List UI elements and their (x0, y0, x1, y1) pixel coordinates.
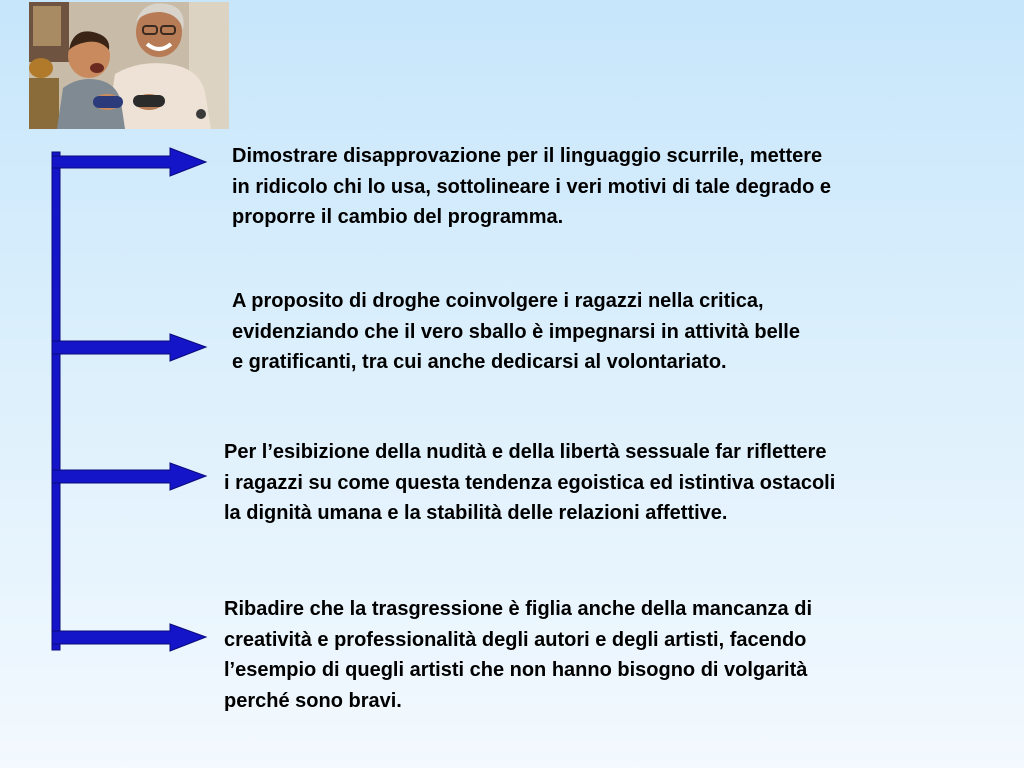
arrow-icon (52, 624, 206, 651)
arrow-icon (52, 463, 206, 490)
text-line: Dimostrare disapprovazione per il linguaggio scurrile, mettere (232, 145, 823, 167)
text-line: proporre il cambio del programma. (232, 206, 564, 228)
text-line: e gratificanti, tra cui anche dedicarsi al volontariato. (232, 351, 727, 373)
text-line: i ragazzi su come questa tendenza egoistica ed istintiva ostacoli (224, 471, 836, 494)
text-line: l’esempio di quegli artisti che non hanno bisogno di volgarità (224, 659, 808, 681)
point-2-text (232, 286, 800, 378)
vertical-bar (52, 152, 60, 650)
point-3-text (224, 437, 835, 529)
text-line: la dignità umana e la stabilità delle relazioni affettive. (224, 502, 728, 524)
text-line: Per l’esibizione della nudità e della libertà sessuale far riflettere (224, 441, 827, 463)
text-line: A proposito di droghe coinvolgere i ragazzi nella critica, (232, 290, 764, 312)
point-4-text (224, 594, 812, 716)
text-line: Ribadire che la trasgressione è figlia anche della mancanza di (224, 598, 812, 620)
arrow-icon (52, 148, 206, 176)
text-line: perché sono bravi. (224, 689, 402, 712)
text-line: creatività e professionalità degli autori e degli artisti, facendo (224, 628, 807, 651)
text-line: evidenziando che il vero sballo è impegnarsi in attività belle (232, 320, 800, 343)
text-line: in ridicolo chi lo usa, sottolineare i veri motivi di tale degrado e (232, 175, 832, 198)
arrow-icon (52, 334, 206, 361)
point-1-text (232, 141, 831, 233)
